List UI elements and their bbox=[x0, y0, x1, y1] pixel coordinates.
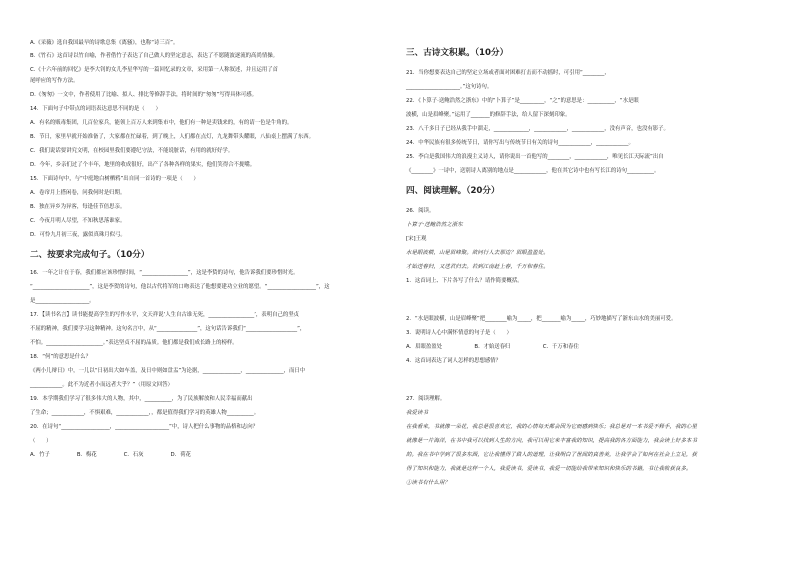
question-line: 得了知识和能力，我就是这样一个人，我爱读书，爱读书，我爱一切能给我带来知识和快乐的书籍，书让我收获良多。 bbox=[406, 466, 692, 472]
question-line: [宋]王观 bbox=[406, 236, 427, 242]
question-line: 不屈的精神，我们要学习这种精神。这句名言中，从“_______________”，这句话告诉我们“___________________”， bbox=[30, 326, 306, 332]
question-line: 20．在诗句“__________________，____________________”中，诗人把什么事物的品格和志向？ bbox=[30, 424, 259, 430]
question-line: 水是眼波横，山是眉峰聚。欲问行人去那边？眉眼盈盈处。 bbox=[406, 250, 549, 256]
question-line: D.《匆匆》一文中，作者使用了比喻、拟人、排比等修辞手法，将时间的“匆匆”写得具体可感。 bbox=[30, 92, 258, 98]
question-line: ____________________。”这句诗句。 bbox=[406, 84, 493, 90]
question-line: 2．“水是眼波横，山是眉峰聚”把________喻为_____，把_______喻为_____，巧妙地描写了浙东山水的美丽可爱。 bbox=[406, 316, 677, 322]
question-line: A．卷帘月上搭闲卷，问我何时是归期。 bbox=[30, 190, 126, 196]
question-line: 16．一年之计在于春，我们都应该珍惜时间，“_________________”，这是李贽的诗句，他告诉我们要珍惜时光。 bbox=[30, 270, 299, 276]
question-line: “_____________________”，这是李贺的诗句，他以古代将军的口吻表达了他想要建功立业的愿望。“__________________”，这 bbox=[30, 284, 330, 290]
question-line: 14．下面句子中带点的词语表达意思不同的是（ ） bbox=[30, 106, 161, 112]
question-line: 才始送春归，又送君归去。若到江南赶上春，千万和春住。 bbox=[406, 264, 549, 270]
question-line: 我爱读书 bbox=[406, 410, 428, 416]
section-heading: 二、按要求完成句子。（10分） bbox=[30, 250, 150, 260]
question-line: 《两小儿辩日》中，一儿以“日初出大如车盖，及日中则如盘盂”为论据，______________，______________，而日中 bbox=[30, 368, 306, 374]
question-line: D．可怜九月初三夜，露似真珠月似弓。 bbox=[30, 232, 126, 238]
question-line: A．有名的贩毒集团，几百位家兵，能领上百万人来到集市中，他们有一种是卖钱来的，有的请一色是牛角的。 bbox=[30, 120, 293, 126]
question-line: 27．阅读理解。 bbox=[406, 396, 446, 402]
question-line: 是____________________。 bbox=[30, 298, 95, 304]
question-line: 1．这首词上、下片各写了什么？请作简要概括。 bbox=[406, 278, 523, 284]
question-line: 波横，山是眉峰聚。”运用了_______的修辞手法，给人留下深刻印象。 bbox=[406, 112, 571, 118]
question-line: A．竹子 B．梅花 C．石灰 D．荷花 bbox=[30, 452, 191, 458]
question-line: 26．阅读。 bbox=[406, 208, 435, 214]
question-line: C．今夜月明人尽望，不知秋思落谁家。 bbox=[30, 218, 126, 224]
question-line: D．今年，乡亲们过了个丰年，地里的收成很好，出产了各种各样的果实，他们笑得合不拢嘴。 bbox=[30, 162, 256, 168]
question-line: 不怕。_____________________。”表达坚贞不屈的品质。他们都是我们成长路上的榜样。 bbox=[30, 340, 238, 346]
question-line: 15．下面诗句中，与“中庭地白树栖鸦”出自同一首诗的一项是（ ） bbox=[30, 176, 199, 182]
question-line: ①读书有什么用？ bbox=[406, 480, 450, 486]
question-line: 17．【读书名言】读书能提高学生的写作水平，文天祥说‘人生自古谁无死，_________________’，表明自己的坚贞 bbox=[30, 312, 300, 318]
question-line: B．节日，家里早就开始准备了，大家都在忙碌着，到了晚上，人们都在点灯，九龙舞带头耀眼，八仙桌上摆满了东西。 bbox=[30, 134, 315, 140]
section-heading: 四、阅读理解。（20分） bbox=[406, 186, 500, 196]
question-line: C.《十六年前的回忆》是李大钊的女儿李星华写的一篇回忆录的文章，采用第一人称叙述，并且运用了首 bbox=[30, 67, 279, 73]
question-line: 24．中华民族有很多传统节日，请你写出与传统节日有关的诗句____________，____________。 bbox=[406, 140, 634, 146]
question-line: （ ） bbox=[30, 438, 52, 444]
question-line: 的。我在书中学到了很多东西，它让我懂得了做人的道理，让我明白了世间的真善美，让我学会了如何在社会上立足，获 bbox=[406, 452, 698, 458]
question-line: C．我们说话要讲究文明，在校园里我们要遵纪守法，不能说脏话，有用的就好好学。 bbox=[30, 148, 234, 154]
question-line: 22．《卜算子·送鲍浩然之浙东》中的“卜算子”是_________，“之”的意思是：__________，“水是眼 bbox=[406, 98, 639, 104]
question-line: 4．这首词表达了词人怎样的思想感情？ bbox=[406, 358, 502, 364]
question-line: 卜算子·送鲍浩然之浙东 bbox=[406, 222, 463, 228]
question-line: B．独在异乡为异客，每逢佳节倍思亲。 bbox=[30, 204, 126, 210]
question-line: 18．“何”的意思是什么？ bbox=[30, 354, 91, 360]
question-line: 23．八千多日子已经从我手中溜走，_____________，____________，____________，没有声音，也没有影子。 bbox=[406, 126, 669, 132]
question-line: ____________。此不为近者小而远者大乎？”（用原文回答） bbox=[30, 382, 173, 388]
question-line: 《________》一诗中，送别诗人离别的地点是____________，他在其它诗中也有写长江的诗句__________。 bbox=[406, 168, 660, 174]
question-line: B.《竹石》这首诗以竹自喻，作者借竹子表达了自己做人的坚定意志，表达了不愿随波逐流的高尚情操。 bbox=[30, 53, 278, 59]
question-line: 25．李白是我国伟大的浪漫主义诗人，请你说出一首他写的________，____________，唯见长江天际流”出自 bbox=[406, 154, 664, 160]
question-line: 3．说明诗人心中满怀情意的句子是（ ） bbox=[406, 330, 512, 336]
question-line: A．眉眼盈盈处 B．才始送春归 C．千万和春住 bbox=[406, 344, 579, 350]
section-heading: 三、古诗文积累。（10分） bbox=[406, 48, 509, 58]
question-line: 尾呼应的写作方法。 bbox=[30, 78, 79, 84]
question-line: 19．本学期我们学习了很多伟大的人物，其中，__________，为了民族解放和人民幸福而献出 bbox=[30, 396, 253, 402]
question-line: 了生命；____________，不惧艰难，____________，，都是值得我们学习的英雄人物__________。 bbox=[30, 410, 260, 416]
question-line: A.《采薇》选自我国最早的诗歌总集《离骚》，也称“诗三百”。 bbox=[30, 40, 179, 46]
question-line: 21．当你想要表达自己的坚定立场或者面对困难打击而不动摇时，可引用“________， bbox=[406, 70, 610, 76]
question-line: 在我看来，书就像一朵花，我总是很喜欢它，我的心情每天都会因为它而感到快乐；我总是对一本书爱不释手，我的心里 bbox=[406, 424, 698, 430]
question-line: 就像是一片海洋，在书中我可以找到人生的方向，我可以用它来丰富我的知识，提高我的各方面能力，我会读上好多本书 bbox=[406, 438, 698, 444]
